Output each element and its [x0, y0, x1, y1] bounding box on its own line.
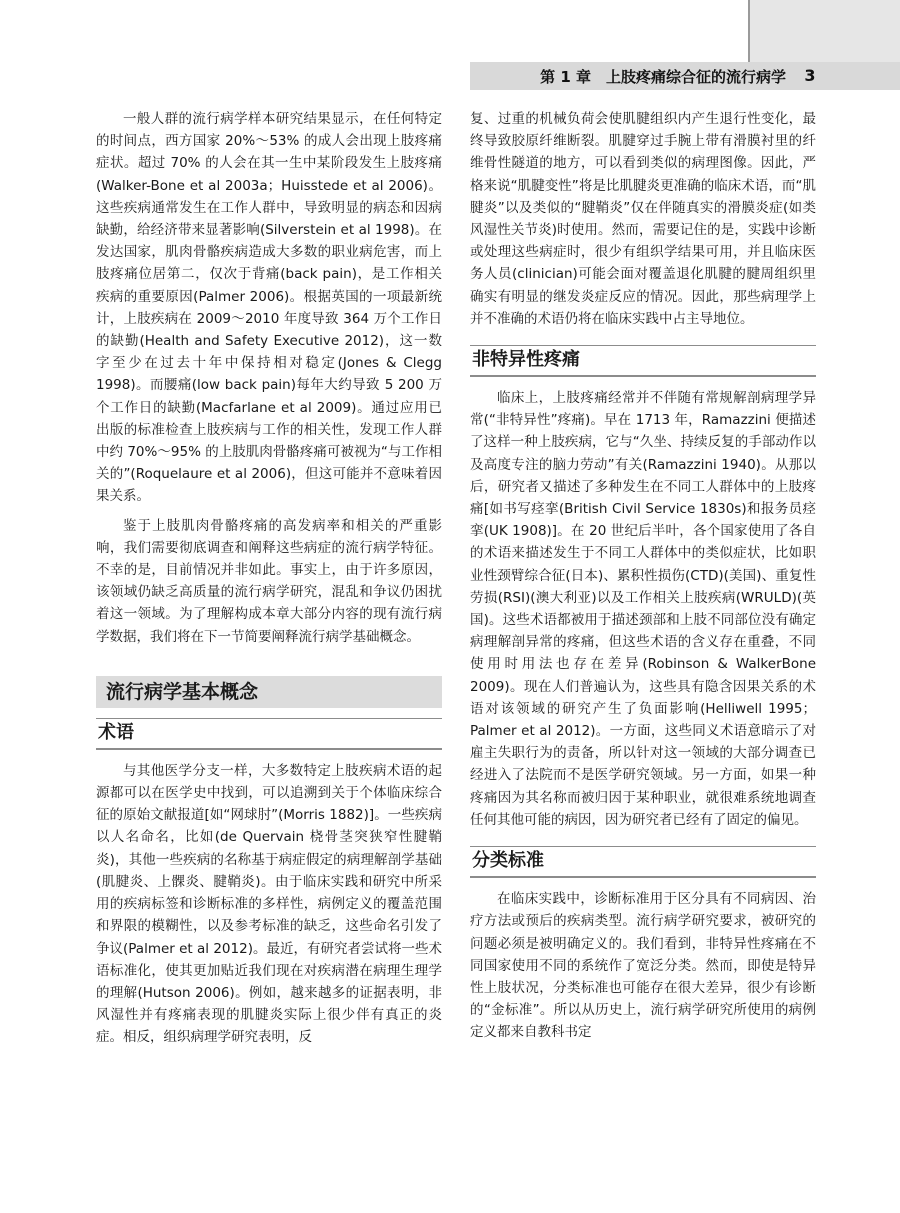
- chapter-title: 第 1 章 上肢疼痛综合征的流行病学: [540, 68, 786, 86]
- page-corner-tab: [748, 0, 900, 62]
- right-column: [470, 108, 816, 1044]
- running-header: [470, 62, 900, 90]
- subsection-heading: 术语: [96, 718, 442, 750]
- paragraph: 在临床实践中，诊断标准用于区分具有不同病因、治疗方法或预后的疾病类型。流行病学研究要求，被研究的问题必须是被明确定义的。我们看到，非特异性疼痛在不同国家使用不同的系统作了宽泛分类。然而，即使是特异性上肢状况，分类标准也可能存在很大差异，很少有诊断的“金标准”。所以从历史上，流行病学研究所使用的病例定义都来自教科书定: [470, 891, 816, 1041]
- subsection-heading: 非特异性疼痛: [470, 345, 816, 377]
- page-number: 3: [804, 66, 816, 85]
- paragraph: 鉴于上肢肌肉骨骼疼痛的高发病率和相关的严重影响，我们需要彻底调查和阐释这些病症的流行病学特征。不幸的是，目前情况并非如此。事实上，由于许多原因，该领域仍缺乏高质量的流行病学研究，混乱和争议仍困扰着这一领域。为了理解构成本章大部分内容的现有流行病学数据，我们将在下一节简要阐释流行病学基础概念。: [96, 517, 442, 645]
- paragraph: 与其他医学分支一样，大多数特定上肢疾病术语的起源都可以在医学史中找到，可以追溯到关于个体临床综合征的原始文献报道[如“网球肘”(Morris 1882)]。一些疾病以人名命名，比如(de Quervain 桡骨茎突狭窄性腱鞘炎)，其他一些疾病的名称基于病症假定的病理解剖学基础(肌腱炎、上髁炎、腱鞘炎)。由于临床实践和研究中所采用的疾病标签和诊断标准的多样性，病例定义的覆盖范围和界限的模糊性，以及参考标准的缺乏，这些命名引发了争议(Palmer et al 2012)。最近，有研究者尝试将一些术语标准化，使其更加贴近我们现在对疾病潜在病理生理学的理解(Hutson 2006)。例如，越来越多的证据表明，非风湿性并有疼痛表现的肌腱炎实际上很少伴有真正的炎症。相反，组织病理学研究表明，反: [96, 762, 442, 1046]
- section-heading: 流行病学基本概念: [96, 676, 442, 708]
- paragraph: 复、过重的机械负荷会使肌腱组织内产生退行性变化，最终导致胶原纤维断裂。肌腱穿过手腕上带有滑膜衬里的纤维骨性隧道的地方，可以看到类似的病理图像。因此，严格来说“肌腱变性”将是比肌腱炎更准确的临床术语，而“肌腱炎”以及类似的“腱鞘炎”仅在伴随真实的滑膜炎症(如类风湿性关节炎)时使用。然而，需要记住的是，实践中诊断或处理这些病症时，很少有组织学结果可用，并且临床医务人员(clinician)可能会面对覆盖退化肌腱的腱周组织里确实有明显的继发炎症反应的情况。因此，那些病理学上并不准确的术语仍将在临床实践中占主导地位。: [470, 111, 816, 327]
- paragraph: 临床上，上肢疼痛经常并不伴随有常规解剖病理学异常(“非特异性”疼痛)。早在 1713 年，Ramazzini 便描述了这样一种上肢疾病，它与“久坐、持续反复的手部动作以及高度专注的脑力劳动”有关(Ramazzini 1940)。从那以后，研究者又描述了多种发生在不同工人群体中的上肢疼痛[如书写痉挛(British Civil Service 1830s)和报务员痉挛(UK 1908)]。在 20 世纪后半叶，各个国家使用了各自的术语来描述发生于不同工人群体中的类似症状，比如职业性颈臂综合征(日本)、累积性损伤(CTD)(美国)、重复性劳损(RSI)(澳大利亚)以及工作相关上肢疾病(WRULD)(英国)。这些术语都被用于描述颈部和上肢不同部位没有确定病理解剖异常的疼痛，但这些术语的含义存在重叠，不同使用时用法也存在差异(Robinson & WalkerBone 2009)。现在人们普遍认为，这些具有隐含因果关系的术语对该领域的研究产生了负面影响(Helliwell 1995；Palmer et al 2012)。一方面，这些同义术语意暗示了对雇主失职行为的责备，所以针对这一领域的大部分调查已经进入了法院而不是医学研究领域。另一方面，如果一种疼痛因为其名称而被归因于某种职业，就很难系统地调查任何其他可能的病因，因为研究者已经有了固定的偏见。: [470, 390, 816, 828]
- subsection-heading: 分类标准: [470, 846, 816, 878]
- tab-divider: [748, 0, 750, 62]
- left-column: [96, 108, 442, 1049]
- paragraph: 一般人群的流行病学样本研究结果显示，在任何特定的时间点，西方国家 20%～53% 的成人会出现上肢疼痛症状。超过 70% 的人会在其一生中某阶段发生上肢疼痛(Walker-Bone et al 2003a；Huisstede et al 2006)。这些疾病通常发生在工作人群中，导致明显的病态和因病缺勤，给经济带来显著影响(Silverstein et al 1998)。在发达国家，肌肉骨骼疾病造成大多数的职业病危害，而上肢疼痛位居第二，仅次于背痛(back pain)，是工作相关疾病的重要原因(Palmer 2006)。根据英国的一项最新统计，上肢疾病在 2009～2010 年度导致 364 万个工作日的缺勤(Health and Safety Executive 2012)，这一数字至少在过去十年中保持相对稳定(Jones & Clegg 1998)。而腰痛(low back pain)每年大约导致 5 200 万个工作日的缺勤(Macfarlane et al 2009)。通过应用已出版的标准检查上肢疾病与工作的相关性，发现工作人群中约 70%～95% 的上肢肌肉骨骼疼痛可被视为“与工作相关的”(Roquelaure et al 2006)，但这可能并不意味着因果关系。: [96, 111, 442, 505]
